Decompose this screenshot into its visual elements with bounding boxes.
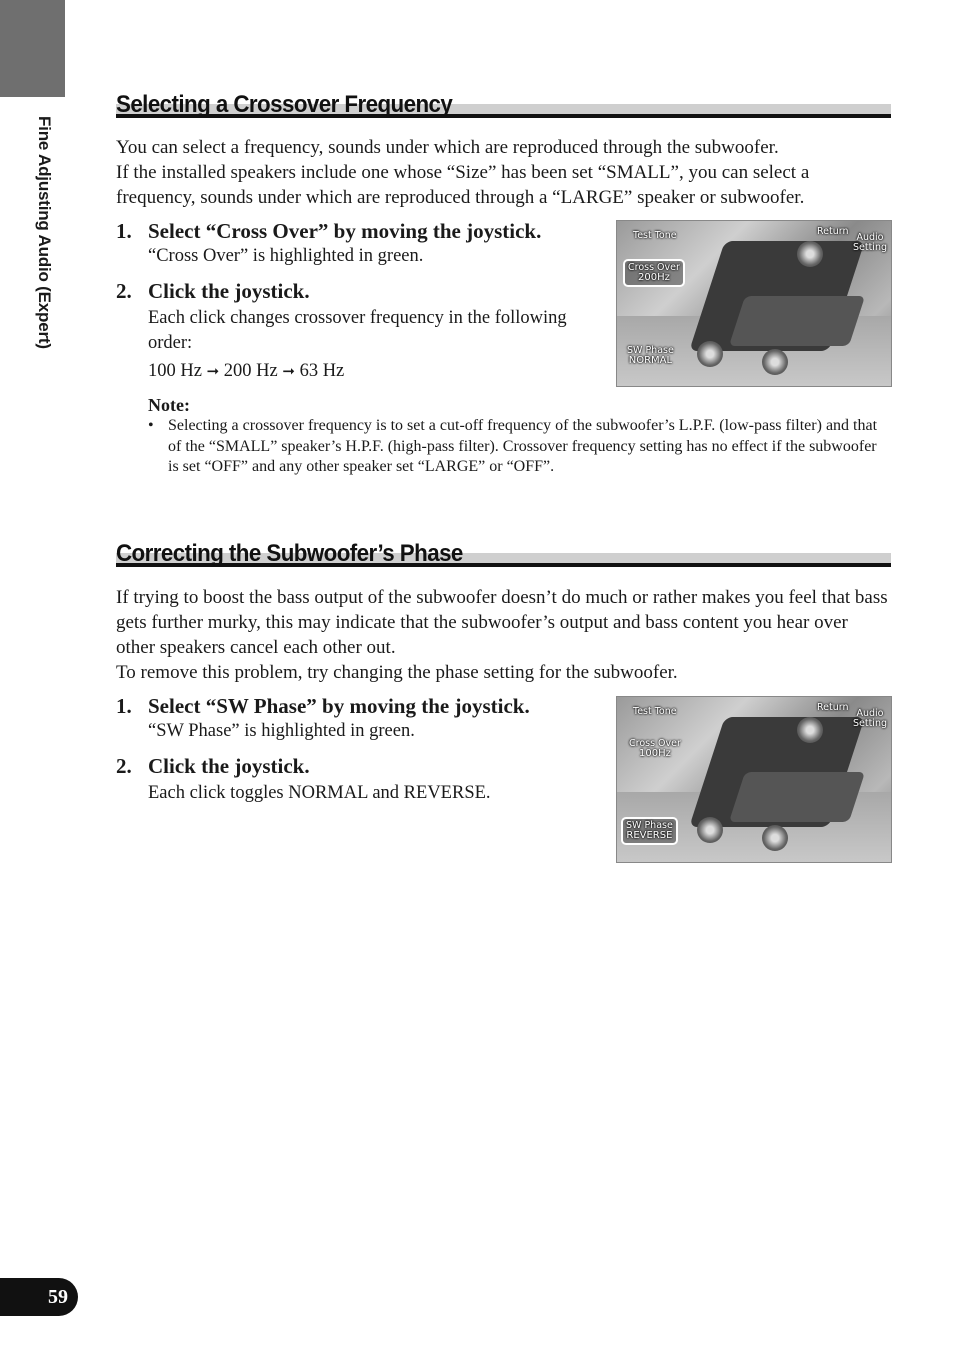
- side-section-label: Fine Adjusting Audio (Expert): [35, 116, 54, 349]
- page-number: 59: [0, 1278, 78, 1316]
- intro-paragraph: You can select a frequency, sounds under which are reproduced through the subwoofer.: [116, 137, 779, 158]
- step-body: Each click toggles NORMAL and REVERSE.: [148, 783, 491, 803]
- step-title: 1. Select “SW Phase” by moving the joystick.: [116, 694, 530, 718]
- intro-paragraph: To remove this problem, try changing the phase setting for the subwoofer.: [116, 662, 678, 683]
- step-title: 1. Select “Cross Over” by moving the joystick.: [116, 219, 542, 243]
- step-title: 2. Click the joystick.: [116, 279, 310, 303]
- section-heading: [116, 91, 891, 124]
- section-heading: [116, 540, 891, 573]
- test-tone-button: Test Tone: [633, 230, 677, 241]
- step-title: 2. Click the joystick.: [116, 754, 310, 778]
- audio-setting-button: Audio Setting: [852, 232, 887, 253]
- frequency-order: 100 Hz ➞ 200 Hz ➞ 63 Hz: [148, 361, 345, 381]
- return-button: Return: [817, 702, 849, 713]
- step-body: “SW Phase” is highlighted in green.: [148, 721, 415, 741]
- sw-phase-button: SW Phase REVERSE: [621, 817, 678, 845]
- screenshot-crossover: [616, 220, 892, 387]
- cross-over-button: Cross Over 200Hz: [623, 259, 685, 287]
- test-tone-button: Test Tone: [633, 706, 677, 717]
- section-title: Selecting a Crossover Frequency: [116, 91, 453, 118]
- step-body: “Cross Over” is highlighted in green.: [148, 246, 424, 266]
- step-body: Each click changes crossover frequency in the following order:: [148, 308, 567, 353]
- arrow-right-icon: ➞: [206, 362, 220, 380]
- section-title: Correcting the Subwoofer’s Phase: [116, 540, 463, 567]
- intro-paragraph: If the installed speakers include one whose “Size” has been set “SMALL”, you can select a frequency, sounds under which are reproduced through a “LARGE” speaker or subwoofer.: [116, 162, 810, 208]
- sw-phase-button: SW Phase NORMAL: [627, 345, 674, 366]
- corner-tab: [0, 0, 65, 97]
- note-item: • Selecting a crossover frequency is to set a cut-off frequency of the subwoofer’s L.P.F. (low-pass filter) and that of the “SMALL” speaker’s H.P.F. (high-pass filter). Crossover frequency setting has no effect if the subwoofer is set “OFF” and any other speaker set “LARGE” or “OFF”.: [148, 417, 878, 475]
- note-heading: Note:: [148, 395, 190, 415]
- cross-over-button: Cross Over 100Hz: [629, 738, 681, 759]
- screenshot-sw-phase: [616, 696, 892, 863]
- arrow-right-icon: ➞: [282, 362, 295, 380]
- return-button: Return: [817, 226, 849, 237]
- intro-paragraph: If trying to boost the bass output of the subwoofer doesn’t do much or rather makes you feel that bass gets further murky, this may indicate that the subwoofer’s output and bass content you hear over other speakers cancel each other out.: [116, 587, 888, 658]
- audio-setting-button: Audio Setting: [852, 708, 887, 729]
